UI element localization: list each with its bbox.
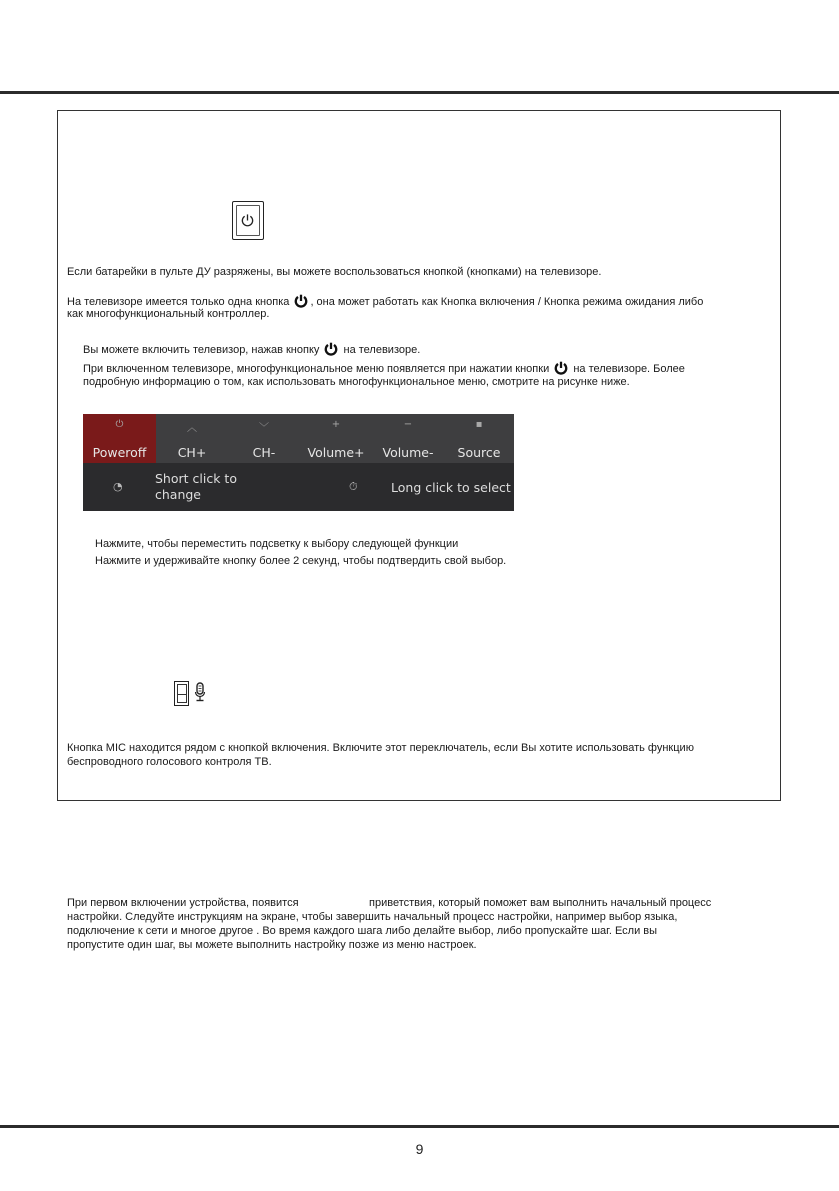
power-icon — [294, 294, 308, 308]
long-click-icon: ⏱ — [349, 480, 358, 493]
source-icon: ▪ — [475, 419, 483, 430]
chevron-down-icon: ﹀ — [259, 423, 269, 434]
first-time-line1b: приветствия, который поможет вам выполнить начальный процесс — [369, 897, 712, 909]
menu-item-ch-plus[interactable]: ︿ CH+ — [156, 414, 228, 463]
menu-item-volume-plus[interactable]: + Volume+ — [300, 414, 372, 463]
tv-multifunction-menu — [83, 414, 514, 511]
menu-item-volume-minus[interactable]: − Volume- — [372, 414, 444, 463]
mic-note-line2: беспроводного голосового контроля ТВ. — [67, 756, 272, 768]
short-click-hint: Short click to change — [155, 471, 237, 502]
plus-icon: + — [331, 419, 341, 430]
page-number: 9 — [415, 1141, 424, 1157]
tv-power-button-illustration — [232, 201, 264, 240]
press-note-1: Нажмите, чтобы переместить подсветку к выбору следующей функции — [95, 538, 459, 550]
menu-item-ch-minus[interactable]: ﹀ CH- — [228, 414, 300, 463]
mic-note-line1: Кнопка MIC находится рядом с кнопкой включения. Включите этот переключатель, если Вы хотите использовать функцию — [67, 742, 694, 754]
bottom-rule — [0, 1125, 839, 1128]
power-icon — [240, 213, 255, 228]
intro-line: Если батарейки в пульте ДУ разряжены, вы можете воспользоваться кнопкой (кнопками) на телевизоре. — [67, 266, 602, 278]
first-time-line1a: При первом включении устройства, появится — [67, 897, 299, 909]
short-click-icon: ◔ — [113, 480, 123, 493]
menu-item-poweroff[interactable]: ⏻ Poweroff — [83, 414, 156, 463]
power-icon: ⏻ — [115, 419, 124, 430]
single-button-line1: На телевизоре имеется только одна кнопка , она может работать как Кнопка включения / Кнопка режима ожидания либо — [67, 296, 704, 308]
chevron-up-icon: ︿ — [187, 423, 197, 434]
menu-desc-line1: При включенном телевизоре, многофункциональное меню появляется при нажатии кнопки на телевизоре. Более — [83, 363, 685, 375]
power-icon — [554, 361, 568, 375]
microphone-icon — [194, 681, 206, 705]
menu-desc-line2: подробную информацию о том, как использовать многофункциональное меню, смотрите на рисунке ниже. — [83, 376, 630, 388]
power-icon — [324, 342, 338, 356]
minus-icon: − — [403, 419, 413, 430]
press-note-2: Нажмите и удерживайте кнопку более 2 секунд, чтобы подтвердить свой выбор. — [95, 555, 507, 567]
menu-item-source[interactable]: ▪ Source — [444, 414, 514, 463]
first-time-line4: пропустите один шаг, вы можете выполнить настройку позже из меню настроек. — [67, 939, 477, 951]
long-click-hint: Long click to select — [391, 480, 511, 495]
single-button-line2: как многофункциональный контроллер. — [67, 308, 270, 320]
top-rule — [0, 91, 839, 94]
first-time-line2: настройки. Следуйте инструкциям на экране, чтобы завершить начальный процесс настройки, например выбор языка, — [67, 911, 678, 923]
mic-switch-illustration — [174, 681, 189, 706]
first-time-line3: подключение к сети и многое другое . Во время каждого шага либо делайте выбор, либо пропускайте шаг. Если вы — [67, 925, 658, 937]
turn-on-line: Вы можете включить телевизор, нажав кнопку на телевизоре. — [83, 344, 421, 356]
